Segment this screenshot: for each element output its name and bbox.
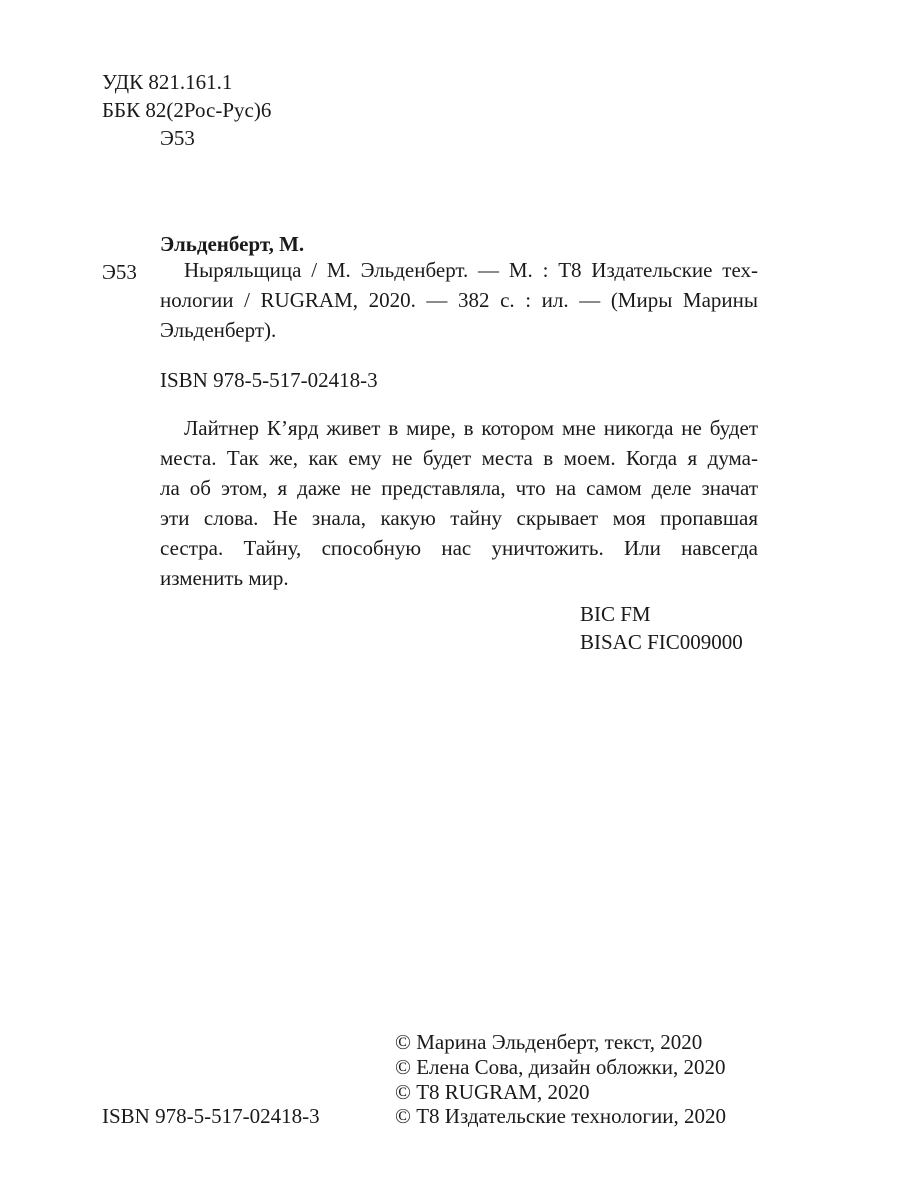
copyright-line: © Т8 RUGRAM, 2020 (395, 1080, 590, 1104)
copyright-line: © Марина Эльденберт, текст, 2020 (395, 1030, 703, 1054)
description-line: Ныряльщица / М. Эльденберт. — М. : Т8 Издательские тех- (184, 258, 758, 282)
bisac-code: BISAC FIC009000 (580, 630, 743, 654)
side-author-mark: Э53 (102, 260, 137, 284)
annotation-line: сестра. Тайну, способную нас уничтожить. Или навсегда (160, 536, 758, 560)
isbn-catalog: ISBN 978-5-517-02418-3 (160, 368, 378, 392)
annotation-line: ла об этом, я даже не представляла, что на самом деле значат (160, 476, 758, 500)
copyright-line: © Т8 Издательские технологии, 2020 (395, 1104, 726, 1128)
bbk-code: ББК 82(2Рос-Рус)6 (102, 98, 272, 122)
annotation-line: изменить мир. (160, 566, 289, 590)
bic-code: BIC FM (580, 602, 651, 626)
annotation-line: Лайтнер К’ярд живет в мире, в котором мне никогда не будет (184, 416, 758, 440)
copyright-line: © Елена Сова, дизайн обложки, 2020 (395, 1055, 726, 1079)
footer-isbn: ISBN 978-5-517-02418-3 (102, 1104, 320, 1128)
annotation-line: места. Так же, как ему не будет места в моем. Когда я дума- (160, 446, 758, 470)
author-heading: Эльденберт, М. (160, 232, 305, 256)
author-mark: Э53 (160, 126, 195, 150)
description-line: Эльденберт). (160, 318, 277, 342)
annotation (160, 413, 758, 593)
annotation-line: эти слова. Не знала, какую тайну скрывает моя пропавшая (160, 506, 758, 530)
udk-code: УДК 821.161.1 (102, 70, 233, 94)
description-line: нологии / RUGRAM, 2020. — 382 с. : ил. — (Миры Марины (160, 288, 758, 312)
bibliographic-description (160, 255, 758, 345)
